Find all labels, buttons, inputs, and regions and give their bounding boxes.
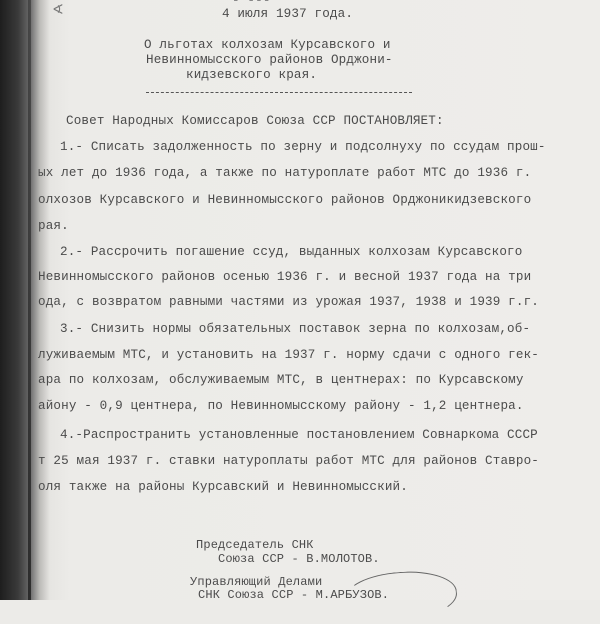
- pencil-mark: ∢: [52, 2, 64, 18]
- body-line: рая.: [38, 219, 69, 233]
- document-date: 4 июля 1937 года.: [222, 7, 354, 21]
- body-line: 3.- Снизить нормы обязательных поставок зерна по колхозам,об-: [60, 322, 531, 336]
- body-line: т 25 мая 1937 г. ставки натуроплаты работ МТС для районов Ставро-: [38, 454, 539, 468]
- body-line: олхозов Курсавского и Невинномысского районов Орджоникидзевского: [38, 193, 532, 207]
- binding-shadow: [28, 0, 31, 600]
- title-line-2: Невинномысского районов Орджони-: [146, 53, 393, 67]
- body-line: ых лет до 1936 года, а также по натуроплате работ МТС до 1936 г.: [38, 166, 532, 180]
- preamble: Совет Народных Комиссаров Союза ССР ПОСТАНОВЛЯЕТ:: [66, 114, 444, 128]
- chairman-title: Председатель СНК: [196, 538, 314, 552]
- chairman-name: Союза ССР - В.МОЛОТОВ.: [218, 552, 380, 566]
- title-line-3: кидзевского края.: [186, 68, 318, 82]
- body-line: Невинномысского районов осенью 1936 г. и весной 1937 года на три: [38, 270, 532, 284]
- title-line-1: О льготах колхозам Курсавского и: [144, 38, 391, 52]
- body-line: 2.- Рассрочить погашение ссуд, выданных колхозам Курсавского: [60, 245, 523, 259]
- stamp-outline: [343, 568, 458, 624]
- body-line: ода, с возвратом равными частями из урожая 1937, 1938 и 1939 г.г.: [38, 295, 539, 309]
- body-line: оля также на районы Курсавский и Невинномысский.: [38, 480, 408, 494]
- title-underline: [146, 92, 412, 93]
- manager-title: Управляющий Делами: [190, 575, 323, 589]
- body-line: ара по колхозам, обслуживаемым МТС, в центнерах: по Курсавскому: [38, 373, 524, 387]
- body-line: айону - 0,9 центнера, по Невинномысскому району - 1,2 центнера.: [38, 399, 524, 413]
- body-line: 1.- Списать задолженность по зерну и подсолнуху по ссудам прош-: [60, 140, 546, 154]
- header-fragment: - ---: [232, 0, 271, 8]
- body-line: 4.-Распространить установленные постановлением Совнаркома СССР: [60, 428, 538, 442]
- manager-name: СНК Союза ССР - М.АРБУЗОВ.: [198, 588, 390, 602]
- body-line: луживаемым МТС, и установить на 1937 г. норму сдачи с одного гек-: [38, 348, 539, 362]
